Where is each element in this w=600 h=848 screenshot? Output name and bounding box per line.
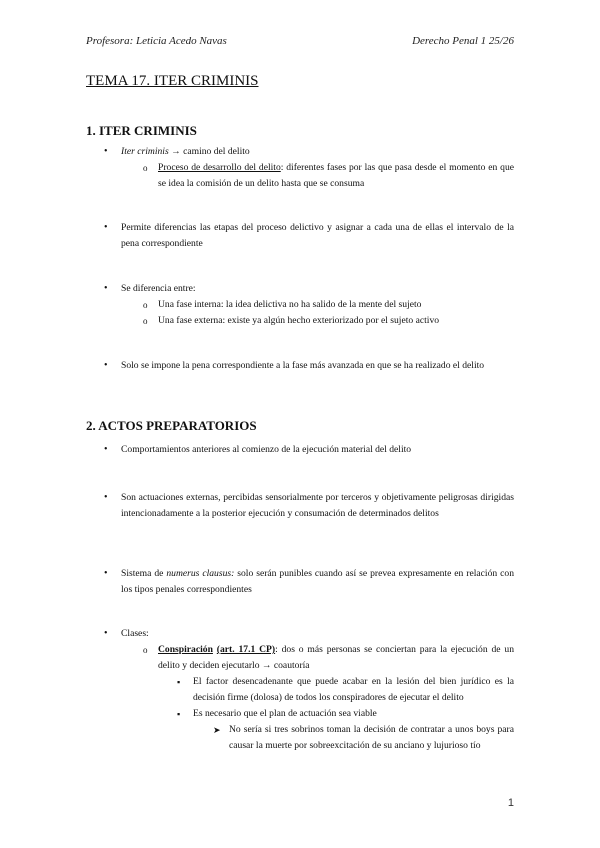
underlined-term: Proceso de desarrollo del delito — [158, 162, 281, 173]
list-item: ▪ El factor desencadenante que puede acabar en la lesión del bien jurídico es la decisión firme (dolosa) de todos los conspiradores de ejecutar el delito — [86, 674, 514, 706]
list-item: • Permite diferencias las etapas del proceso delictivo y asignar a cada una de ellas el intervalo de la pena correspondiente — [86, 220, 514, 252]
list-item: ➤ No sería si tres sobrinos toman la decisión de contratar a unos boys para causar la muerte por sobreexcitación de su anciano y lujurioso tío — [86, 722, 514, 754]
section-heading-iter-criminis: 1. ITER CRIMINIS — [86, 123, 197, 138]
article-reference: (art. 17.1 CP) — [216, 644, 276, 655]
list-item: • Se diferencia entre: — [86, 281, 514, 297]
list-item: • Clases: — [86, 626, 514, 642]
list-item — [86, 144, 514, 160]
text-run: Sistema de — [121, 568, 167, 579]
bullet-fases — [86, 281, 514, 329]
term-definition: : diferentes fases por las que pasa desde el momento en que se idea la comisión de un delito hasta que se consuma — [158, 162, 514, 189]
bullet-clases — [86, 626, 514, 754]
list-item-conspiracion — [86, 642, 514, 674]
term-conspiracion: Conspiración — [158, 644, 213, 655]
list-item: ▪ Es necesario que el plan de actuación sea viable — [86, 706, 514, 722]
list-item: • Son actuaciones externas, percibidas sensorialmente por terceros y objetivamente peligrosas dirigidas intencionadamente a la posterior ejecución y consumación de determinados delitos — [86, 490, 514, 522]
bullet-actuaciones — [86, 490, 514, 522]
list-item: o Una fase externa: existe ya algún hecho exteriorizado por el sujeto activo — [86, 313, 514, 329]
italic-term: numerus clausus: — [166, 568, 235, 579]
bullet-numerus-clausus — [86, 566, 514, 598]
term-iter-criminis: Iter criminis — [121, 146, 169, 157]
page-number: 1 — [507, 797, 514, 809]
term-definition: : dos o más personas se conciertan para la ejecución de un delito y deciden ejecutarlo → coautoría — [158, 644, 514, 671]
bullet-iter-criminis — [86, 144, 514, 192]
section-heading-actos-preparatorios: 2. ACTOS PREPARATORIOS — [86, 418, 257, 433]
bullet-etapas — [86, 220, 514, 252]
bullet-comportamientos — [86, 442, 514, 458]
text-run: solo serán punibles cuando así se prevea expresamente en relación con los tipos penales correspondientes — [121, 568, 514, 595]
list-item: • Solo se impone la pena correspondiente a la fase más avanzada en que se ha realizado el delito — [86, 358, 514, 374]
header-course: Derecho Penal 1 25/26 — [412, 35, 514, 47]
list-item: o Una fase interna: la idea delictiva no ha salido de la mente del sujeto — [86, 297, 514, 313]
header-author: Profesora: Leticia Acedo Navas — [86, 35, 227, 47]
page-title: TEMA 17. ITER CRIMINIS — [86, 73, 259, 89]
list-item — [86, 566, 514, 598]
list-item: • Comportamientos anteriores al comienzo de la ejecución material del delito — [86, 442, 514, 458]
list-item — [86, 160, 514, 192]
bullet-pena — [86, 358, 514, 374]
term-definition: → camino del delito — [171, 146, 250, 157]
